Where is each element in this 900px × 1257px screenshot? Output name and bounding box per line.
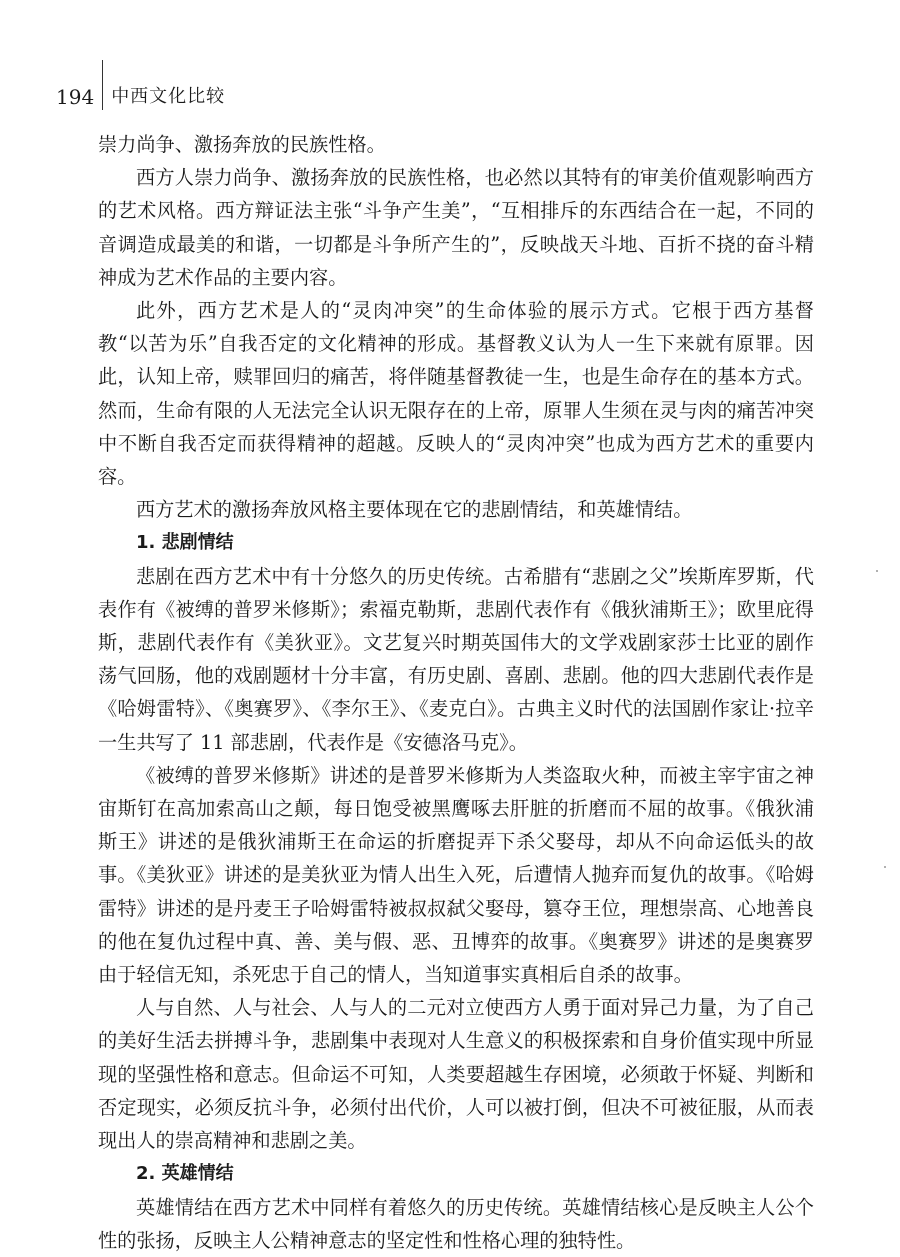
page-header (56, 60, 225, 110)
running-title: 中西文化比较 (111, 86, 226, 107)
paragraph: 悲剧在西方艺术中有十分悠久的历史传统。古希腊有“悲剧之父”埃斯库罗斯，代表作有《被缚的普罗米修斯》；索福克勒斯，悲剧代表作有《俄狄浦斯王》；欧里庇得斯，悲剧代表作有《美狄亚》。文艺复兴时期英国伟大的文学戏剧家莎士比亚的剧作荡气回肠，他的戏剧题材十分丰富，有历史剧、喜剧、悲剧。他的四大悲剧代表作是《哈姆雷特》、《奥赛罗》、《李尔王》、《麦克白》。古典主义时代的法国剧作家让·拉辛一生共写了 11 部悲剧，代表作是《安德洛马克》。 (98, 564, 814, 754)
paragraph-continuation: 崇力尚争、激扬奔放的民族性格。 (98, 133, 386, 156)
paragraph: 《被缚的普罗米修斯》讲述的是普罗米修斯为人类盗取火种，而被主宰宇宙之神宙斯钉在高加索高山之颠，每日饱受被黑鹰啄去肝脏的折磨而不屈的故事。《俄狄浦斯王》讲述的是俄狄浦斯王在命运的折磨捉弄下杀父娶母，却从不向命运低头的故事。《美狄亚》讲述的是美狄亚为情人出生入死，后遭情人抛弃而复仇的故事。《哈姆雷特》讲述的是丹麦王子哈姆雷特被叔叔弑父娶母，篡夺王位，理想崇高、心地善良的他在复仇过程中真、善、美与假、恶、丑博弈的故事。《奥赛罗》讲述的是奥赛罗由于轻信无知，杀死忠于自己的情人，当知道事实真相后自杀的故事。 (98, 763, 814, 987)
section-heading-tragedy: 1. 悲剧情结 (136, 532, 234, 554)
paragraph: 英雄情结在西方艺术中同样有着悠久的历史传统。英雄情结核心是反映主人公个性的张扬，反映主人公精神意志的坚定性和性格心理的独特性。 (98, 1195, 814, 1252)
paragraph: 此外，西方艺术是人的“灵肉冲突”的生命体验的展示方式。它根于西方基督教“以苦为乐”自我否定的文化精神的形成。基督教义认为人一生下来就有原罪。因此，认知上帝，赎罪回归的痛苦，将伴随基督教徒一生，也是生命存在的基本方式。然而，生命有限的人无法完全认识无限存在的上帝，原罪人生须在灵与肉的痛苦冲突中不断自我否定而获得精神的超越。反映人的“灵肉冲突”也成为西方艺术的重要内容。 (98, 299, 814, 489)
scan-speck (884, 866, 886, 868)
page-body (98, 128, 814, 1257)
page-number: 194 (56, 85, 95, 109)
paragraph: 人与自然、人与社会、人与人的二元对立使西方人勇于面对异己力量，为了自己的美好生活去拼搏斗争，悲剧集中表现对人生意义的积极探索和自身价值实现中所显现的坚强性格和意志。但命运不可知，人类要超越生存困境，必须敢于怀疑、判断和否定现实，必须反抗斗争，必须付出代价，人可以被打倒，但决不可被征服，从而表现出人的崇高精神和悲剧之美。 (98, 996, 814, 1153)
section-heading-hero: 2. 英雄情结 (136, 1163, 234, 1185)
paragraph: 西方人崇力尚争、激扬奔放的民族性格，也必然以其特有的审美价值观影响西方的艺术风格。西方辩证法主张“斗争产生美”，“互相排斥的东西结合在一起，不同的音调造成最美的和谐，一切都是斗争所产生的”，反映战天斗地、百折不挠的奋斗精神成为艺术作品的主要内容。 (98, 166, 814, 289)
paragraph: 西方艺术的激扬奔放风格主要体现在它的悲剧情结，和英雄情结。 (136, 498, 693, 522)
scan-speck (876, 570, 878, 572)
